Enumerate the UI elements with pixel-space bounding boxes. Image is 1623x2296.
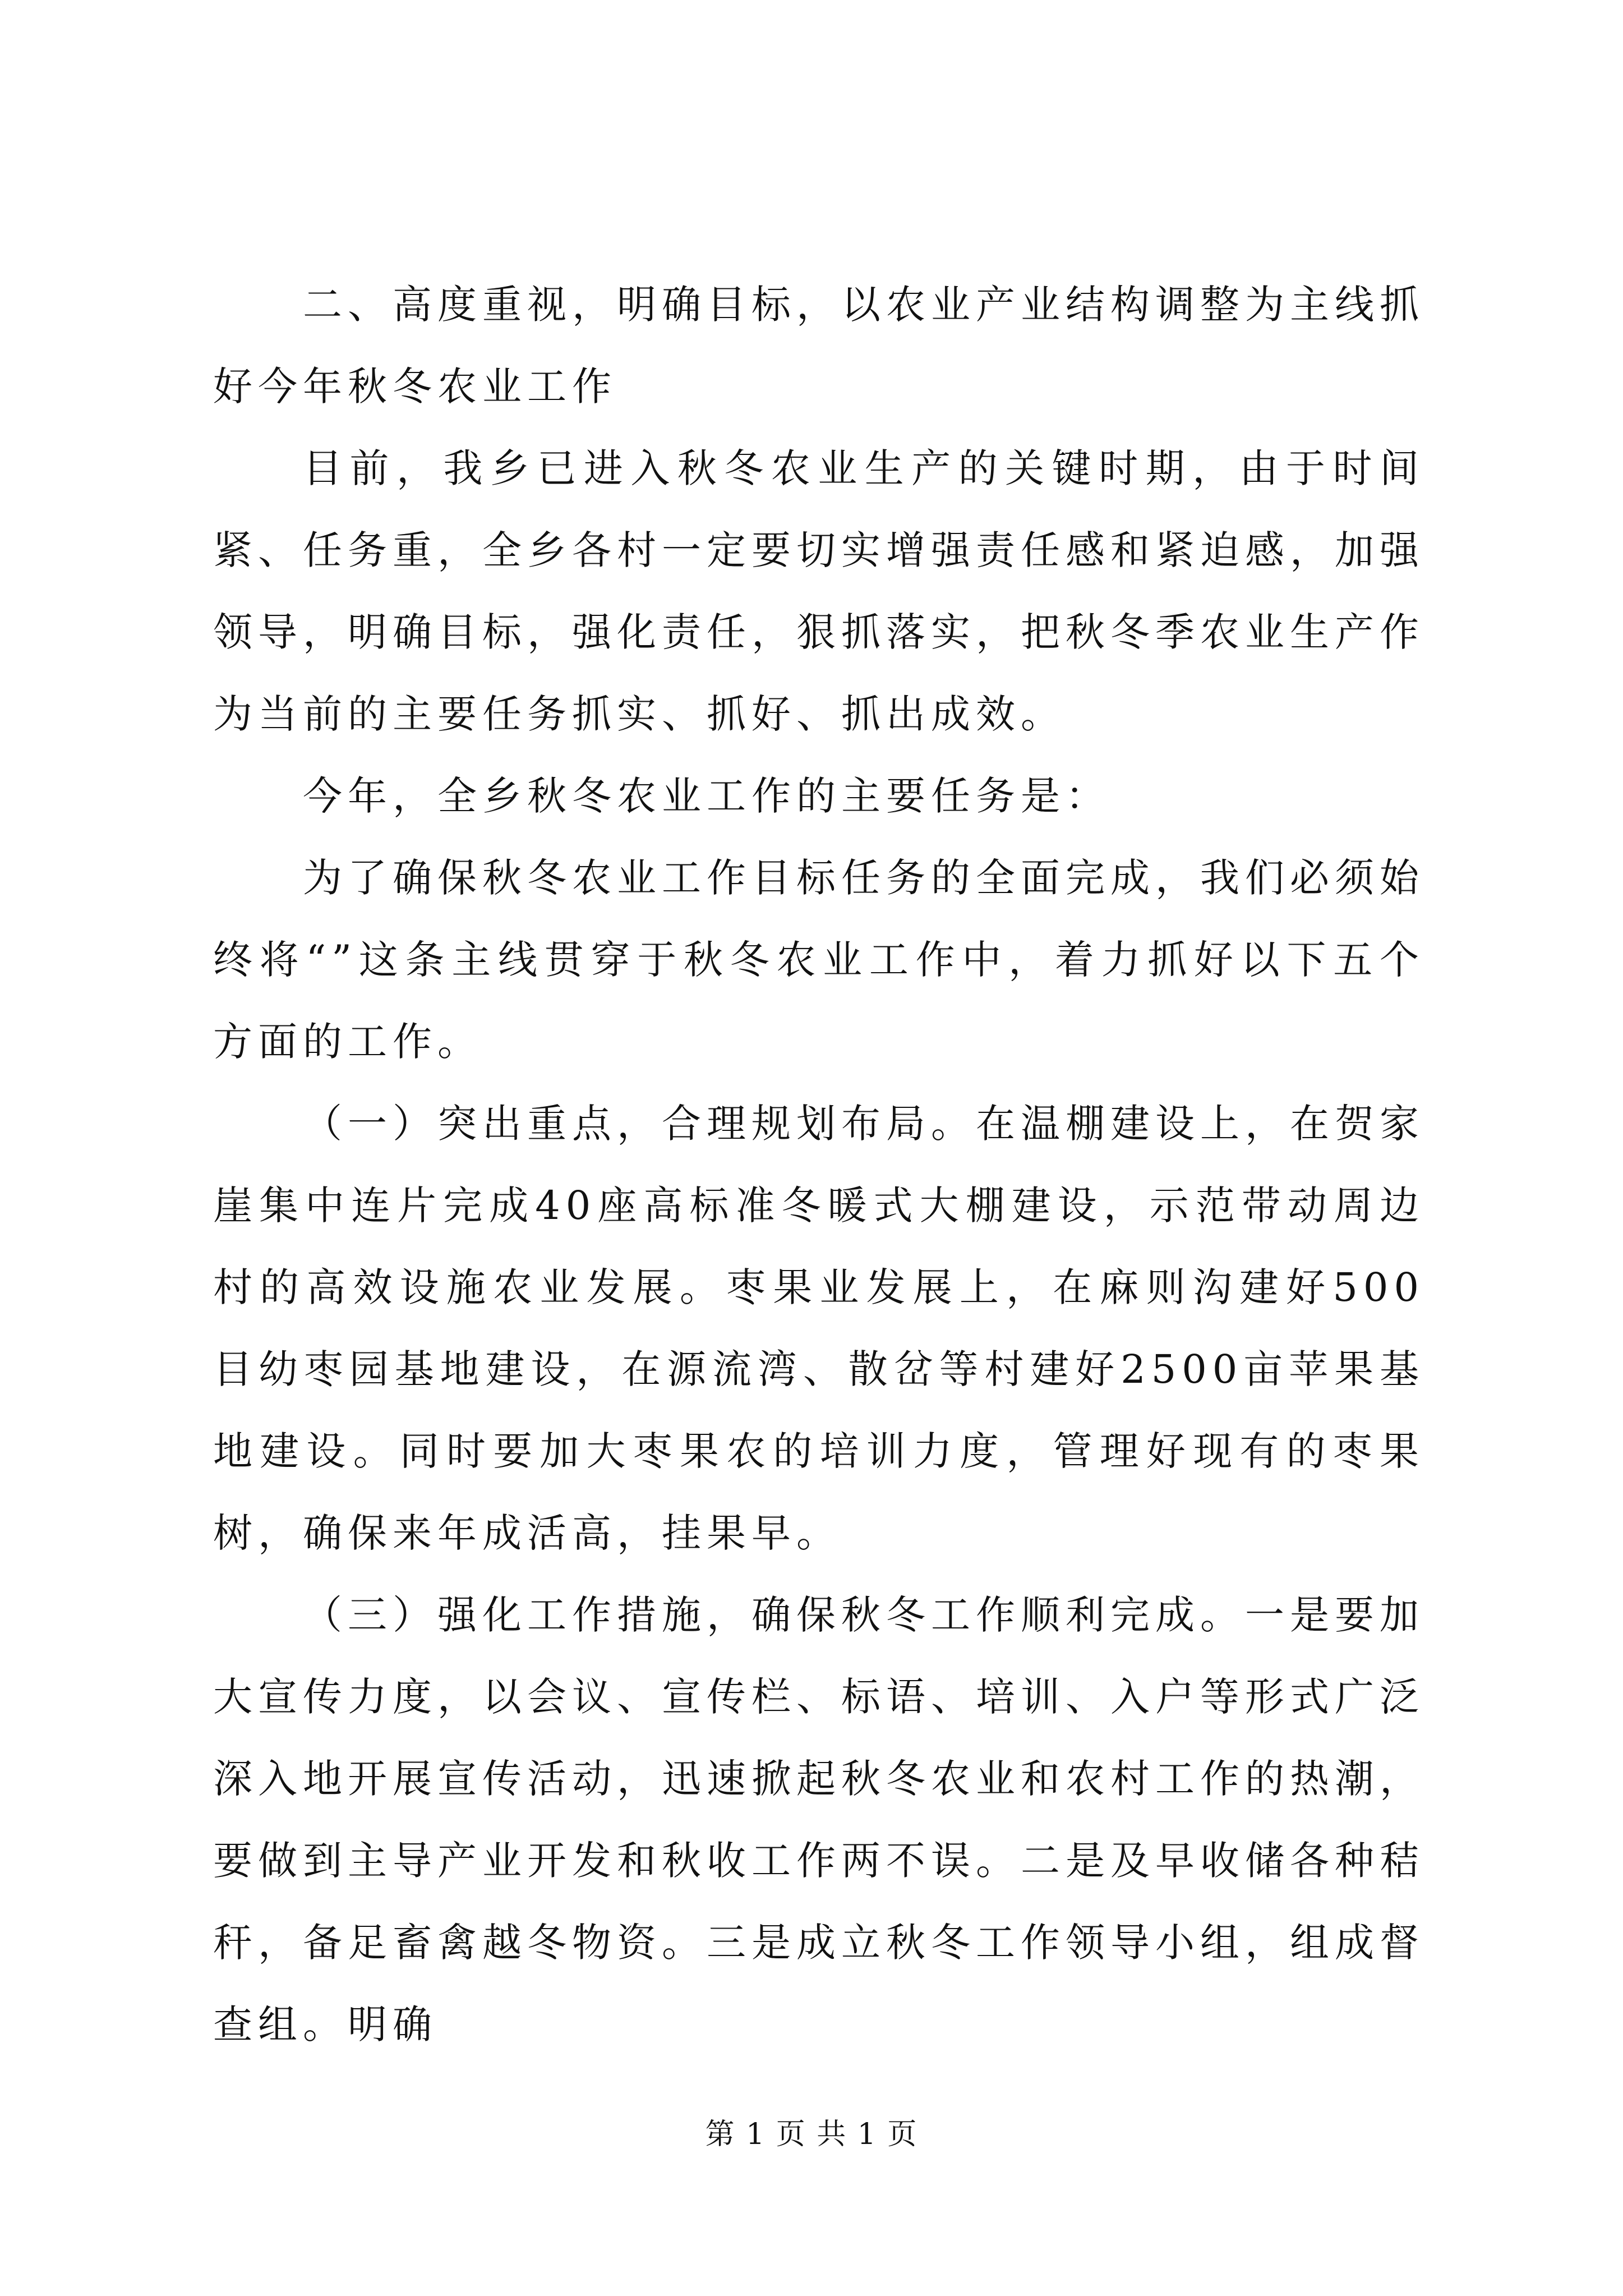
section-heading: 二、高度重视，明确目标，以农业产业结构调整为主线抓好今年秋冬农业工作 [213,282,1424,409]
page-footer: 第 1 页 共 1 页 [705,2118,918,2151]
paragraph-five-aspects: 为了确保秋冬农业工作目标任务的全面完成，我们必须始终将“”这条主线贯穿于秋冬农业工作中，着力抓好以下五个方面的工作。 [213,855,1424,1065]
paragraph-item-three: （三）强化工作措施，确保秋冬工作顺利完成。一是要加大宣传力度，以会议、宣传栏、标语、培训、入户等形式广泛深入地开展宣传活动，迅速掀起秋冬农业和农村工作的热潮，要做到主导产业开发和秋收工作两不误。二是及早收储各种秸秆，备足畜禽越冬物资。三是成立秋冬工作领导小组，组成督查组。明确 [213,1592,1424,2047]
paragraph-current-period: 目前，我乡已进入秋冬农业生产的关键时期，由于时间紧、任务重，全乡各村一定要切实增强责任感和紧迫感，加强领导，明确目标，强化责任，狠抓落实，把秋冬季农业生产作为当前的主要任务抓实、抓好、抓出成效。 [213,445,1424,737]
document-body [213,264,1424,2065]
paragraph-main-tasks: 今年，全乡秋冬农业工作的主要任务是： [303,773,1110,819]
paragraph-item-one: （一）突出重点，合理规划布局。在温棚建设上，在贺家崖集中连片完成40座高标准冬暖式大棚建设，示范带动周边村的高效设施农业发展。枣果业发展上，在麻则沟建好500目幼枣园基地建设，在源流湾、散岔等村建好2500亩苹果基地建设。同时要加大枣果农的培训力度，管理好现有的枣果树，确保来年成活高，挂果早。 [213,1101,1424,1556]
